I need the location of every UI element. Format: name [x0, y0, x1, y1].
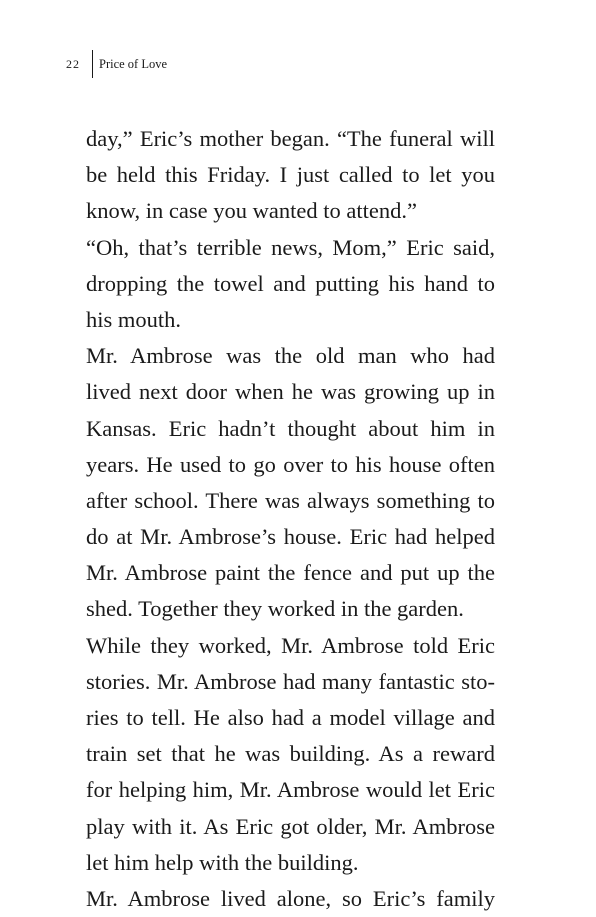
header-divider: [92, 50, 93, 78]
text-line: lived next door when he was growing up in: [86, 379, 495, 405]
text-line: for helping him, Mr. Ambrose would let Eric: [86, 777, 495, 803]
text-line: day,” Eric’s mother began. “The funeral will: [86, 126, 495, 151]
text-line: train set that he was building. As a reward: [86, 741, 495, 767]
text-line: Mr. Ambrose paint the fence and put up the: [86, 560, 495, 586]
text-line: let him help with the building.: [86, 849, 359, 875]
text-line: be held this Friday. I just called to let you: [86, 162, 495, 188]
text-line: shed. Together they worked in the garden.: [86, 596, 464, 622]
running-header: [66, 50, 167, 78]
body-text: [86, 121, 495, 917]
page-number: 22: [66, 56, 80, 71]
text-line: stories. Mr. Ambrose had many fantastic sto-: [86, 668, 495, 694]
text-line: dropping the towel and putting his hand to: [86, 270, 495, 296]
text-line: Kansas. Eric hadn’t thought about him in: [86, 415, 495, 441]
text-line: his mouth.: [86, 306, 182, 332]
paragraph-2: [86, 230, 495, 339]
text-line: Mr. Ambrose lived alone, so Eric’s family: [86, 885, 495, 911]
text-line: ries to tell. He also had a model village and: [86, 705, 495, 730]
running-title: Price of Love: [99, 56, 168, 71]
text-line: do at Mr. Ambrose’s house. Eric had helped: [86, 524, 495, 550]
text-line: know, in case you wanted to attend.”: [86, 198, 417, 224]
text-line: Mr. Ambrose was the old man who had: [86, 343, 495, 369]
paragraph-4: [86, 628, 495, 881]
text-line: play with it. As Eric got older, Mr. Ambrose: [86, 813, 495, 839]
text-line: after school. There was always something to: [86, 487, 495, 513]
text-line: While they worked, Mr. Ambrose told Eric: [86, 632, 495, 658]
paragraph-1: [86, 121, 495, 230]
text-line: “Oh, that’s terrible news, Mom,” Eric said,: [86, 234, 495, 260]
paragraph-3: [86, 338, 495, 628]
paragraph-5: [86, 881, 495, 917]
text-line: years. He used to go over to his house often: [86, 451, 495, 477]
